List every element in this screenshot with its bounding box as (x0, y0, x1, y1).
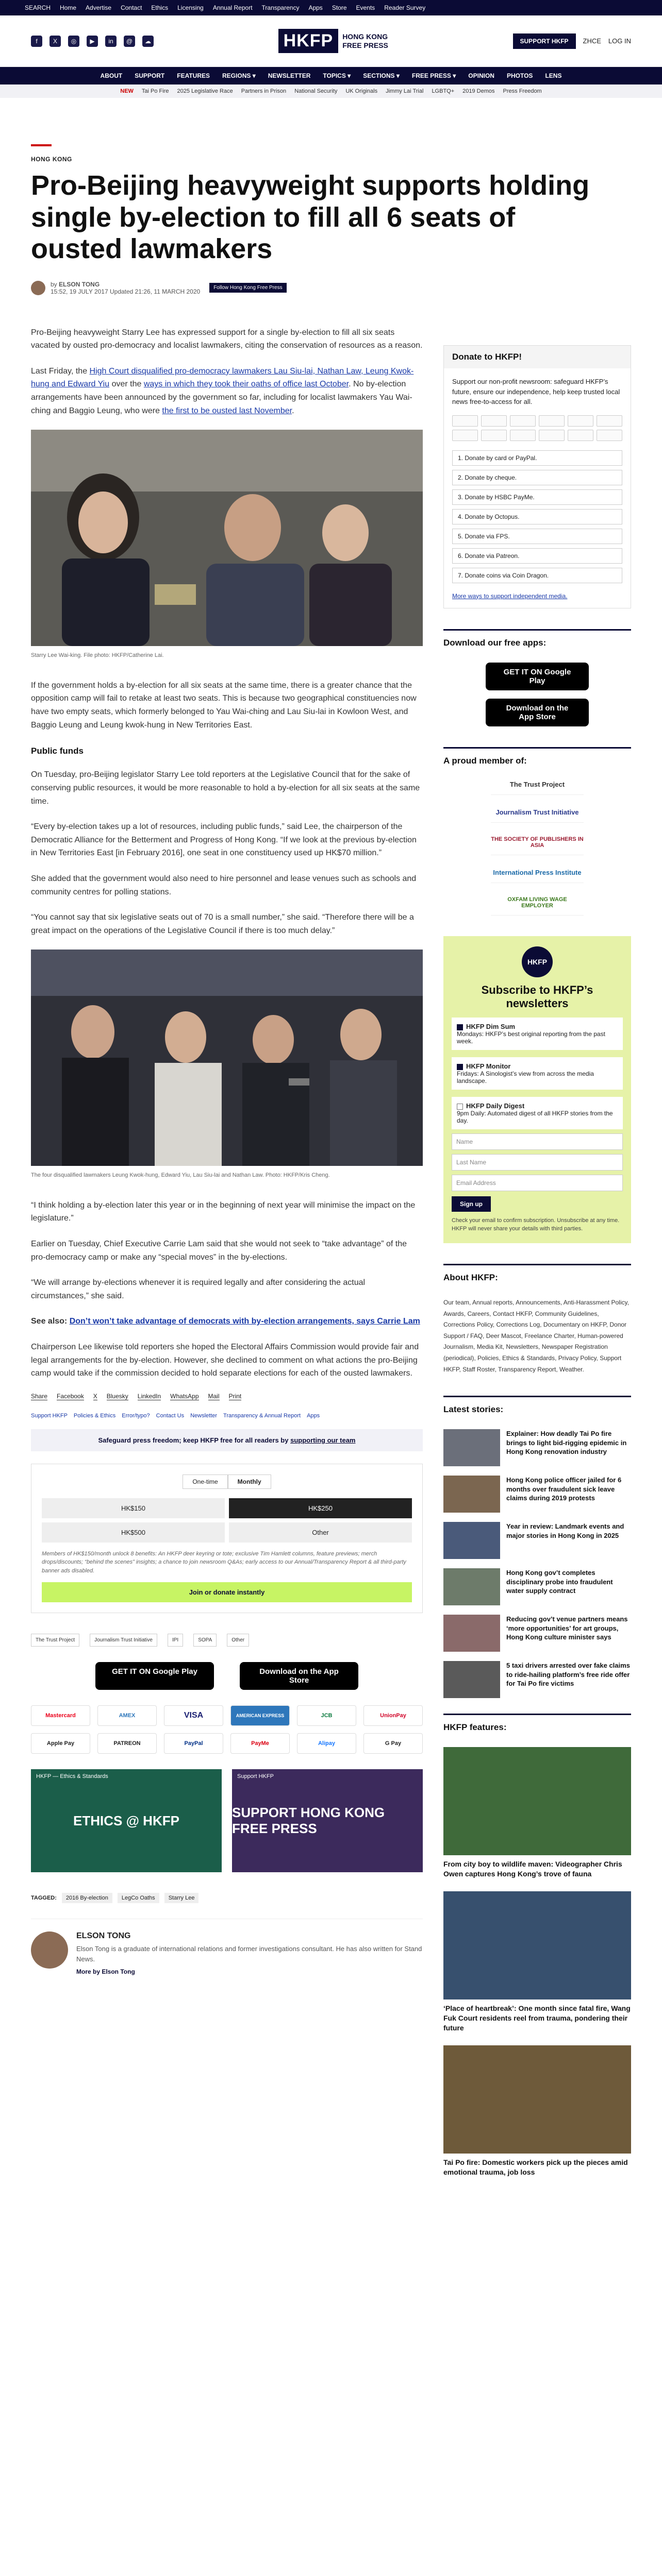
about-title: About HKFP: (443, 1264, 631, 1290)
member-title: A proud member of: (443, 747, 631, 773)
feature-thumbnail (443, 1891, 631, 1999)
topbar-link[interactable]: Licensing (177, 4, 204, 11)
card-icon (452, 430, 478, 441)
donate-method[interactable]: 5. Donate via FPS. (452, 529, 622, 544)
paragraph: Pro-Beijing heavyweight Starry Lee has expressed support for a single by-election to fill all six seats vacated by ousted pro-democracy and localist lawmakers, citing the conservation of resources as a reason. (31, 328, 423, 350)
card-icon (452, 415, 478, 427)
badge-sopa[interactable]: SOPA (193, 1634, 217, 1647)
email-field[interactable]: Email Address (452, 1175, 623, 1191)
unionpay-icon: UnionPay (363, 1705, 423, 1726)
article-title: Pro-Beijing heavyweight supports holding single by-election to fill all 6 seats of ousted lawmakers (31, 170, 590, 265)
youtube-icon[interactable]: ▶ (87, 36, 98, 47)
paragraph: Last Friday, the High Court disqualified pro-democracy lawmakers Lau Siu-lai, Nathan Law, Leung Kwok-hung and Edward Yiu over the ways in which they took their oaths of office last October. No by-election arrangements have been announced by the government so far, including for localist lawmakers Yau Wai-ching and Baggio Leung, who were the first to be ousted last November. (31, 366, 414, 415)
author-avatar (31, 1931, 68, 1969)
story-item[interactable]: Hong Kong police officer jailed for 6 months over fraudulent sick leave claims during 2019 protests (443, 1476, 631, 1513)
donate-cta-banner: Safeguard press freedom; keep HKFP free for all readers by supporting our team (31, 1429, 423, 1451)
trending-nav (0, 84, 662, 98)
donate-method[interactable]: 7. Donate coins via Coin Dragon. (452, 568, 622, 583)
support-link[interactable]: Policies & Ethics (73, 1412, 116, 1419)
member-org[interactable]: Journalism Trust Initiative (491, 808, 584, 823)
photo-illustration (31, 950, 423, 1166)
paragraph: “Every by-election takes up a lot of resources, including public funds,” said Lee, the chairperson of the Democratic Alliance for the Betterment and Progress of Hong Kong. “If we look at the previous by-election in New Territories East [in February 2016], one seat in one constituency used up HK$70 million.” (31, 822, 417, 858)
story-thumbnail (443, 1661, 500, 1698)
story-thumbnail (443, 1429, 500, 1466)
story-item[interactable]: Explainer: How deadly Tai Po fire brings to light bid-rigging epidemic in Hong Kong renovation industry (443, 1429, 631, 1466)
share-label[interactable]: Share (31, 1392, 48, 1400)
nav-item[interactable]: FEATURES (177, 72, 210, 79)
share-linkedin[interactable]: LinkedIn (137, 1392, 161, 1400)
card-icon (510, 430, 536, 441)
amount-option[interactable]: HK$250 (229, 1498, 412, 1518)
donate-text: Support our non-profit newsroom: safeguard HKFP’s future, ensure our independence, help keep trusted local news free-to-access for all. (452, 378, 620, 405)
tab-monthly[interactable]: Monthly (228, 1475, 271, 1489)
see-also-link[interactable]: Don’t won’t take advantage of democrats with by-election arrangements, says Carrie Lam (69, 1317, 420, 1326)
social-links (31, 36, 154, 47)
member-orgs (443, 781, 631, 916)
article-photo-lawmakers (31, 950, 423, 1166)
card-icon (597, 415, 622, 427)
google-pay-icon: G Pay (363, 1733, 423, 1754)
nav-item[interactable]: LENS (545, 72, 562, 79)
video-title: SUPPORT HONG KONG FREE PRESS (232, 1805, 385, 1837)
topbar-link[interactable]: Apps (308, 4, 323, 11)
masthead-actions (513, 33, 631, 49)
article-body (31, 326, 423, 1380)
search-link[interactable]: SEARCH (25, 4, 51, 11)
story-item[interactable]: Hong Kong gov’t completes disciplinary probe into fraudulent water supply contract (443, 1568, 631, 1605)
payment-icons (444, 415, 631, 446)
alipay-icon: Alipay (297, 1733, 356, 1754)
x-icon[interactable]: X (49, 36, 61, 47)
story-thumbnail (443, 1568, 500, 1605)
trending-link[interactable]: Jimmy Lai Trial (386, 88, 424, 94)
latest-stories (443, 1429, 631, 1698)
share-bluesky[interactable]: Bluesky (106, 1392, 128, 1400)
trending-link[interactable]: LGBTQ+ (432, 88, 455, 94)
card-icon (510, 415, 536, 427)
signup-button[interactable]: Sign up (452, 1196, 491, 1212)
sidebar (443, 98, 631, 2189)
login-link[interactable]: LOG IN (608, 37, 631, 45)
visa-icon: VISA (164, 1705, 223, 1726)
donate-method[interactable]: 4. Donate by Octopus. (452, 509, 622, 524)
threads-icon[interactable]: @ (124, 36, 135, 47)
newsletter-option[interactable]: HKFP Daily Digest 9pm Daily: Automated digest of all HKFP stories from the day. (452, 1097, 623, 1129)
paragraph: “I think holding a by-election later this year or in the beginning of next year will minimise the impact on the legislature.” (31, 1200, 416, 1223)
apple-pay-icon: Apple Pay (31, 1733, 90, 1754)
nav-item[interactable]: FREE PRESS ▾ (411, 72, 456, 79)
join-donate-button[interactable]: Join or donate instantly (42, 1582, 412, 1602)
support-link[interactable]: Transparency & Annual Report (223, 1412, 301, 1419)
google-play-button[interactable]: GET IT ON Google Play (486, 663, 589, 690)
nav-item[interactable]: TOPICS ▾ (323, 72, 351, 79)
promo-videos (31, 1769, 423, 1872)
member-org[interactable]: The Trust Project (491, 781, 584, 795)
donate-method[interactable]: 1. Donate by card or PayPal. (452, 450, 622, 466)
last-name-field[interactable]: Last Name (452, 1154, 623, 1171)
app-store-buttons (31, 1662, 423, 1690)
author-bio: Elson Tong is a graduate of international relations and former investigations consultant. He has also written for Stand News. (76, 1945, 422, 1963)
tags-row (31, 1893, 423, 1903)
donate-sidebar-widget (443, 345, 631, 608)
paragraph: “You cannot say that six legislative seats out of 70 is a small number,” she said. “Therefore there will be a great impact on the operations of the Legislative Council if there is too much delay.” (31, 913, 414, 935)
story-thumbnail (443, 1615, 500, 1652)
support-link[interactable]: Contact Us (156, 1412, 185, 1419)
tag[interactable]: Starry Lee (164, 1893, 199, 1903)
share-whatsapp[interactable]: WhatsApp (170, 1392, 199, 1400)
author-link[interactable]: ELSON TONG (59, 280, 100, 288)
share-facebook[interactable]: Facebook (57, 1392, 84, 1400)
topbar-link[interactable]: Events (356, 4, 375, 11)
story-item[interactable]: 5 taxi drivers arrested over fake claims to ride-hailing platform’s free ride offer for Tai Po fire victims (443, 1661, 631, 1698)
see-also: See also: Don’t won’t take advantage of democrats with by-election arrangements, says Carrie Lam (31, 1317, 420, 1326)
follow-button[interactable]: Follow Hong Kong Free Press (209, 283, 286, 293)
story-item[interactable]: Year in review: Landmark events and major stories in Hong Kong in 2025 (443, 1522, 631, 1559)
instagram-icon[interactable]: ◎ (68, 36, 79, 47)
author-box (31, 1919, 423, 1975)
tab-one-time[interactable]: One-time (183, 1475, 227, 1489)
trending-link[interactable]: 2019 Demos (462, 88, 495, 94)
video-title: ETHICS @ HKFP (73, 1812, 179, 1828)
support-hkfp-button[interactable]: SUPPORT HKFP (513, 33, 576, 49)
paragraph: On Tuesday, pro-Beijing legislator Starry Lee told reporters at the Legislative Council that for the sake of conserving public resources, it would be more reasonable to hold a by-election for all six seats at the same time. (31, 770, 420, 806)
share-bar (31, 1393, 423, 1400)
patreon-icon: PATREON (97, 1733, 157, 1754)
card-icon (568, 415, 593, 427)
video-caption: Support HKFP (237, 1773, 274, 1780)
support-link[interactable]: Error/typo? (122, 1412, 150, 1419)
photo-caption: The four disqualified lawmakers Leung Kwok-hung, Edward Yiu, Lau Siu-lai and Nathan Law. Photo: HKFP/Kris Cheng. (31, 1172, 330, 1179)
signup-fineprint: Check your email to confirm subscription. Unsubscribe at any time. HKFP will never share your details with third parties. (452, 1217, 620, 1232)
app-store-button[interactable]: Download on the App Store (240, 1662, 358, 1690)
card-icon (481, 415, 507, 427)
paragraph: Earlier on Tuesday, Chief Executive Carrie Lam said that she would not seek to “take advantage” of the pro-democracy camp or make any “special moves” in the by-elections. (31, 1240, 407, 1262)
trending-link[interactable]: UK Originals (345, 88, 378, 94)
nav-item[interactable]: REGIONS ▾ (222, 72, 256, 79)
trending-link[interactable]: 2025 Legislative Race (177, 88, 233, 94)
byline (31, 281, 423, 295)
newsletter-title: Subscribe to HKFP’s newsletters (481, 983, 593, 1010)
tag[interactable]: LegCo Oaths (118, 1893, 159, 1903)
inline-link[interactable]: High Court disqualified pro-democracy lawmakers Lau Siu-lai, Nathan Law, Leung Kwok-hung and Edward Yiu (31, 366, 414, 389)
trending-link[interactable]: Partners in Prison (241, 88, 287, 94)
amount-option[interactable]: Other (229, 1522, 412, 1543)
subheading: Public funds (31, 746, 84, 756)
more-by-author-link[interactable]: More by Elson Tong (76, 1968, 135, 1976)
sidebar-app-buttons (443, 663, 631, 726)
membership-benefits: Members of HK$150/month unlock 8 benefits: An HKFP deer keyring or tote; exclusive Tim Hamlett columns, feature previews; merch drops/discounts; “behind the scenes” insights; a chance to join newsroom Q&As; early access to our Annual/Transparency Report & all third-party banner ads disabled. (42, 1550, 406, 1574)
amex-icon: AMEX (97, 1705, 157, 1726)
share-x[interactable]: X (93, 1392, 97, 1400)
tags-label: TAGGED: (31, 1895, 57, 1902)
latest-title: Latest stories: (443, 1396, 631, 1422)
topbar-link[interactable]: Advertise (86, 4, 112, 11)
feature-thumbnail (443, 1747, 631, 1855)
card-icon (539, 415, 565, 427)
paragraph: She added that the government would also need to hire personnel and lease venues such as schools and community centres for polling stations. (31, 874, 417, 896)
topbar-link[interactable]: Reader Survey (384, 4, 426, 11)
logo-mark: HKFP (278, 29, 339, 53)
checkbox-unchecked[interactable] (457, 1104, 463, 1110)
topbar-link[interactable]: Home (60, 4, 77, 11)
site-logo[interactable] (278, 29, 388, 53)
feature-item[interactable]: Tai Po fire: Domestic workers pick up the pieces amid emotional trauma, job loss (443, 2045, 631, 2177)
article-photo-starry-lee (31, 430, 423, 646)
payme-icon: PayMe (230, 1733, 290, 1754)
byline-text: by ELSON TONG 15:52, 19 JULY 2017 Updated 21:26, 11 MARCH 2020 (51, 280, 201, 295)
article-dates: 15:52, 19 JULY 2017 Updated 21:26, 11 MARCH 2020 (51, 287, 201, 295)
section-rule (31, 144, 52, 146)
story-thumbnail (443, 1476, 500, 1513)
card-icon (597, 430, 622, 441)
app-store-button[interactable]: Download on the App Store (486, 699, 589, 726)
nav-item[interactable]: PHOTOS (506, 72, 533, 79)
card-icon (568, 430, 593, 441)
trending-link[interactable]: Press Freedom (503, 88, 542, 94)
masthead (0, 15, 662, 67)
mastercard-icon: Mastercard (31, 1705, 90, 1726)
trust-badges (31, 1634, 423, 1647)
american-express-icon: AMERICAN EXPRESS (230, 1705, 290, 1726)
badge-trust-project[interactable]: The Trust Project (31, 1634, 79, 1647)
nav-item[interactable]: NEWSLETTER (268, 72, 311, 79)
paragraph: If the government holds a by-election for all six seats at the same time, there is a greater chance that the opposition camp will fail to retake at least two seats. This is because two geographical constituencies now have two empty seats, which formerly belonged to Yau Wai-ching and Lau Siu-lai in Kowloon West, and Baggio Leung and Leung kwok-hung in New Territories East. (31, 681, 417, 730)
widget-title: Donate to HKFP! (444, 346, 631, 368)
share-mail[interactable]: Mail (208, 1392, 220, 1400)
share-print[interactable]: Print (228, 1392, 242, 1400)
jcb-icon: JCB (297, 1705, 356, 1726)
newsletter-logo: HKFP (522, 946, 553, 977)
nav-item[interactable]: SECTIONS ▾ (363, 72, 400, 79)
badge-ipi[interactable]: IPI (168, 1634, 183, 1647)
inline-link[interactable]: the first to be ousted last November (162, 406, 292, 415)
top-utility-bar (0, 0, 662, 15)
tag[interactable]: 2016 By-election (62, 1893, 112, 1903)
newsletter-option[interactable]: HKFP Monitor Fridays: A Sinologist’s view from across the media landscape. (452, 1057, 623, 1090)
amount-option[interactable]: HK$150 (42, 1498, 225, 1518)
badge-other[interactable]: Other (227, 1634, 249, 1647)
bluesky-icon[interactable]: ☁ (142, 36, 154, 47)
member-org[interactable]: THE SOCIETY OF PUBLISHERS IN ASIA (491, 836, 584, 855)
feature-item[interactable]: From city boy to wildlife maven: Videographer Chris Owen captures Hong Kong’s trove of fauna (443, 1747, 631, 1879)
nav-item[interactable]: SUPPORT (135, 72, 165, 79)
story-item[interactable]: Reducing gov’t venue partners means ‘more opportunities’ for art groups, Hong Kong culture minister says (443, 1615, 631, 1652)
topbar-link[interactable]: Ethics (151, 4, 169, 11)
photo-illustration (31, 430, 423, 646)
support-link[interactable]: Apps (307, 1412, 320, 1419)
donate-methods (444, 450, 631, 608)
main-nav (0, 67, 662, 84)
nav-item[interactable]: ABOUT (100, 72, 123, 79)
paypal-icon: PayPal (164, 1733, 223, 1754)
topbar-link[interactable]: Store (332, 4, 347, 11)
donate-method[interactable]: 3. Donate by HSBC PayMe. (452, 489, 622, 505)
trending-link[interactable]: Tai Po Fire (141, 88, 169, 94)
amount-options (42, 1498, 412, 1543)
donate-widget (31, 1464, 423, 1614)
name-field[interactable]: Name (452, 1133, 623, 1150)
feature-thumbnail (443, 2045, 631, 2154)
logo-text: HONG KONG FREE PRESS (342, 32, 388, 49)
donate-method[interactable]: 2. Donate by cheque. (452, 470, 622, 485)
ethics-video[interactable] (31, 1769, 222, 1872)
amount-option[interactable]: HK$500 (42, 1522, 225, 1543)
photo-caption: Starry Lee Wai-king. File photo: HKFP/Catherine Lai. (31, 652, 164, 659)
google-play-button[interactable]: GET IT ON Google Play (95, 1662, 214, 1690)
language-toggle[interactable]: ZHCE (583, 37, 601, 45)
section-label[interactable]: HONG KONG (31, 156, 72, 163)
more-ways-link[interactable]: More ways to support independent media. (452, 592, 568, 600)
frequency-toggle (42, 1475, 412, 1489)
facebook-icon[interactable]: f (31, 36, 42, 47)
features-list (443, 1747, 631, 2177)
support-link[interactable]: Support HKFP (31, 1412, 68, 1419)
badge-jti[interactable]: Journalism Trust Initiative (90, 1634, 157, 1647)
payment-methods (31, 1705, 423, 1754)
donate-method[interactable]: 6. Donate via Patreon. (452, 548, 622, 564)
feature-item[interactable]: ‘Place of heartbreak’: One month since fatal fire, Wang Fuk Court residents reel from trauma, pondering their future (443, 1891, 631, 2033)
paragraph: Chairperson Lee likewise told reporters she hoped the Electoral Affairs Commission would provide fair and legal arrangements for the by-election. However, she declined to comment on what actions the pro-Beijing camp would take if the commission decided to hold separate elections for each of the ousted lawmakers. (31, 1343, 419, 1378)
newsletter-option[interactable]: HKFP Dim Sum Mondays: HKFP’s best original reporting from the past week. (452, 1018, 623, 1050)
about-links[interactable]: Our team, Annual reports, Announcements, Anti-Harassment Policy, Awards, Careers, Contact HKFP, Community Guidelines, Corrections Policy, Corrections Log, Documentary on HKFP, Donor Support / FAQ, Deer Mascot, Freelance Charter, Human-powered Journalism, Media Kit, Newsletters, Newspaper Registration (periodical), Policies, Ethics & Standards, Privacy Policy, Support HKFP, Staff Roster, Transparency Report, Weather. (443, 1299, 629, 1373)
topbar-link[interactable]: Annual Report (212, 4, 253, 11)
support-video[interactable] (232, 1769, 423, 1872)
member-org[interactable]: International Press Institute (491, 869, 584, 883)
topbar-link[interactable]: Transparency (261, 4, 300, 11)
author-avatar (31, 281, 45, 295)
features-title: HKFP features: (443, 1714, 631, 1740)
topbar-link[interactable]: Contact (121, 4, 142, 11)
checkbox-checked[interactable] (457, 1064, 463, 1070)
donate-cta-link[interactable]: supporting our team (290, 1436, 356, 1444)
video-caption: HKFP — Ethics & Standards (36, 1773, 108, 1780)
card-icon (539, 430, 565, 441)
paragraph: “We will arrange by-elections whenever it is required legally and after considering the actual circumstances,” she said. (31, 1278, 366, 1300)
member-org[interactable]: OXFAM LIVING WAGE EMPLOYER (491, 896, 584, 916)
newsletter-signup (443, 936, 631, 1244)
author-name[interactable]: ELSON TONG (76, 1931, 131, 1941)
apps-title: Download our free apps: (443, 629, 631, 655)
trending-link[interactable]: National Security (294, 88, 338, 94)
new-badge: NEW (120, 88, 134, 94)
nav-item[interactable]: OPINION (468, 72, 494, 79)
support-link[interactable]: Newsletter (190, 1412, 218, 1419)
story-thumbnail (443, 1522, 500, 1559)
inline-link[interactable]: ways in which they took their oaths of office last October (143, 380, 349, 389)
card-icon (481, 430, 507, 441)
linkedin-icon[interactable]: in (105, 36, 117, 47)
checkbox-checked[interactable] (457, 1024, 463, 1030)
support-links (31, 1413, 423, 1419)
